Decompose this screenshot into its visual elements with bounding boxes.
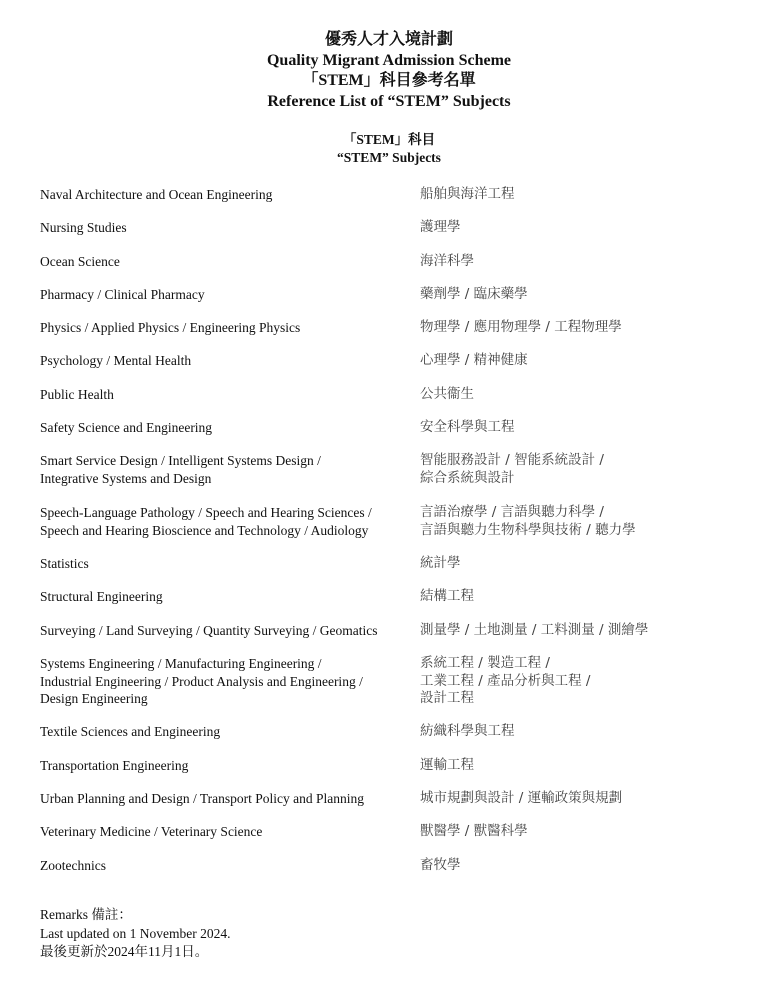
subject-name-zh-line: 公共衞生 — [420, 386, 474, 402]
subject-name-en-line: Ocean Science — [40, 254, 120, 269]
subject-name-zh-line: 城市規劃與設計 / 運輸政策與規劃 — [420, 790, 623, 806]
section-heading-en: “STEM” Subjects — [337, 149, 441, 165]
subject-name-zh-line: 畜牧學 — [420, 857, 461, 873]
subject-name-zh-line: 護理學 — [420, 219, 461, 235]
subject-name-zh-line: 設計工程 — [420, 690, 474, 706]
subject-name-zh — [420, 757, 740, 775]
subject-name-zh-line: 物理學 / 應用物理學 / 工程物理學 — [420, 319, 622, 335]
subject-name-zh-line: 系統工程 / 製造工程 / — [420, 655, 550, 671]
subject-name-zh-line: 安全科學與工程 — [420, 419, 515, 435]
subject-name-zh — [420, 319, 740, 337]
remarks — [40, 906, 230, 962]
subtitle-zh: 「STEM」科目參考名單 — [302, 72, 476, 89]
subject-name-en — [40, 588, 410, 606]
subject-name-en — [40, 622, 410, 640]
subject-name-en-line: Urban Planning and Design / Transport Policy and Planning — [40, 791, 364, 806]
subject-name-en-line: Transportation Engineering — [40, 758, 189, 773]
section-heading-zh: 「STEM」科目 — [342, 132, 436, 147]
subject-name-en — [40, 857, 410, 875]
subject-name-en-line: Pharmacy / Clinical Pharmacy — [40, 287, 205, 302]
subject-name-en — [40, 452, 410, 487]
subject-name-zh-line: 測量學 / 土地測量 / 工料測量 / 測繪學 — [420, 622, 649, 638]
subject-name-en-line: Psychology / Mental Health — [40, 353, 192, 368]
subject-name-en-line: Speech and Hearing Bioscience and Technology / Audiology — [40, 522, 369, 538]
subject-name-zh-line: 綜合系統與設計 — [420, 469, 515, 486]
subject-name-en — [40, 790, 410, 808]
subject-name-en-line: Speech-Language Pathology / Speech and Hearing Sciences / — [40, 505, 372, 520]
subject-name-en — [40, 319, 410, 337]
subject-name-en-line: Veterinary Medicine / Veterinary Science — [40, 824, 263, 839]
title-zh: 優秀人才入境計劃 — [324, 31, 453, 48]
subject-name-en — [40, 352, 410, 370]
subject-name-zh — [420, 588, 740, 606]
subject-name-en-line: Naval Architecture and Ocean Engineering — [40, 187, 273, 202]
subject-name-zh-line: 統計學 — [420, 555, 461, 571]
subject-name-zh-line: 船舶與海洋工程 — [420, 186, 515, 202]
subject-name-zh-line: 紡織科學與工程 — [420, 723, 515, 739]
subject-name-en-line: Systems Engineering / Manufacturing Engineering / — [40, 656, 322, 671]
subject-name-en — [40, 655, 410, 708]
subject-name-zh-line: 工業工程 / 產品分析與工程 / — [420, 672, 591, 689]
subject-name-en-line: Nursing Studies — [40, 220, 127, 235]
subject-name-en-line: Surveying / Land Surveying / Quantity Surveying / Geomatics — [40, 623, 378, 638]
subject-name-en — [40, 386, 410, 404]
subject-name-en-line: Smart Service Design / Intelligent Systems Design / — [40, 453, 321, 468]
subject-name-zh-line: 智能服務設計 / 智能系統設計 / — [420, 452, 604, 468]
section-heading — [0, 131, 778, 166]
subject-name-en — [40, 504, 410, 539]
subject-name-zh — [420, 655, 740, 708]
last-updated-zh: 最後更新於2024年11月1日。 — [40, 944, 209, 959]
subject-name-zh-line: 海洋科學 — [420, 253, 474, 269]
subject-name-zh — [420, 504, 740, 539]
subject-name-en-line: Textile Sciences and Engineering — [40, 724, 221, 739]
subject-name-en-line: Structural Engineering — [40, 589, 163, 604]
title-en: Quality Migrant Admission Scheme — [266, 51, 511, 69]
subject-name-en — [40, 219, 410, 237]
subject-name-zh — [420, 622, 740, 640]
subject-name-en-line: Statistics — [40, 556, 89, 571]
subject-name-en — [40, 555, 410, 573]
subject-name-en — [40, 823, 410, 841]
subject-name-zh — [420, 790, 740, 808]
subject-name-en — [40, 757, 410, 775]
subject-name-zh-line: 結構工程 — [420, 588, 474, 604]
subject-name-zh — [420, 219, 740, 237]
subject-name-zh — [420, 286, 740, 304]
subject-name-en — [40, 253, 410, 271]
subject-name-zh-line: 藥劑學 / 臨床藥學 — [420, 286, 528, 302]
subject-name-en-line: Safety Science and Engineering — [40, 420, 213, 435]
subject-name-en-line: Integrative Systems and Design — [40, 470, 212, 486]
subject-name-en — [40, 186, 410, 204]
subject-name-zh — [420, 555, 740, 573]
subject-name-en — [40, 286, 410, 304]
subject-name-zh-line: 心理學 / 精神健康 — [420, 352, 528, 368]
subject-name-zh — [420, 253, 740, 271]
subject-name-zh — [420, 723, 740, 741]
subject-name-zh — [420, 419, 740, 437]
subject-name-zh — [420, 452, 740, 487]
subject-name-en-line: Physics / Applied Physics / Engineering Physics — [40, 320, 301, 335]
remarks-label: Remarks 備註： — [40, 907, 132, 922]
subject-name-zh — [420, 857, 740, 875]
subject-name-zh — [420, 352, 740, 370]
subject-name-en-line: Industrial Engineering / Product Analysis and Engineering / — [40, 673, 363, 689]
subject-name-zh — [420, 823, 740, 841]
last-updated-en: Last updated on 1 November 2024. — [40, 925, 231, 941]
subject-name-zh-line: 言語治療學 / 言語與聽力科學 / — [420, 504, 604, 520]
subject-name-zh — [420, 386, 740, 404]
subject-name-en — [40, 723, 410, 741]
subject-name-en-line: Zootechnics — [40, 858, 106, 873]
subject-name-zh — [420, 186, 740, 204]
subject-name-en — [40, 419, 410, 437]
subtitle-en: Reference List of “STEM” Subjects — [267, 92, 511, 110]
subject-name-en-line: Design Engineering — [40, 691, 148, 706]
subject-name-en-line: Public Health — [40, 387, 114, 402]
subject-name-zh-line: 言語與聽力生物科學與技術 / 聽力學 — [420, 521, 636, 538]
subject-name-zh-line: 獸醫學 / 獸醫科學 — [420, 823, 528, 839]
subject-name-zh-line: 運輸工程 — [420, 757, 474, 773]
document-header — [0, 30, 778, 112]
